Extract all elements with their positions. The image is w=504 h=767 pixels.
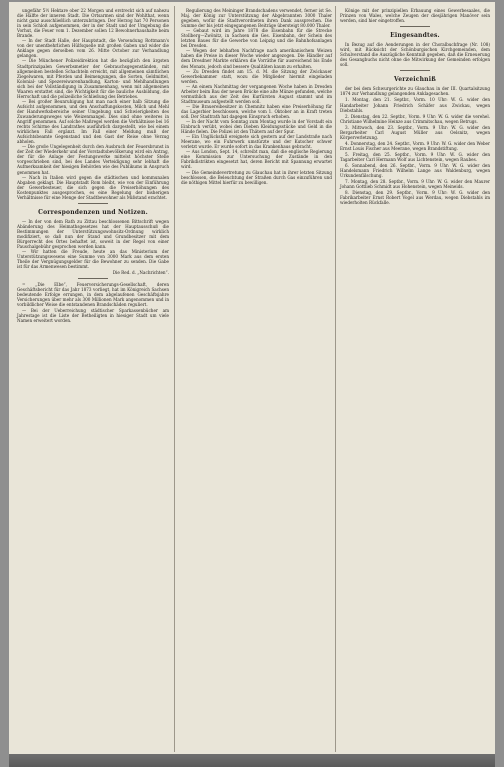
article-paragraph: — Die Gemeindevertretung zu Glauchau hat in ihrer letzten Sitzung beschlossen, die Beleuchtung der Straßen durch Gas einzuführen und die nöthigen Mittel hierfür zu bewilligen. [181,169,332,185]
article-paragraph: — Wegen der lebhaften Nachfrage nach amerikanischem Weizen haben die Preise in dieser Woche wieder angezogen. Die Händler auf dem Dresdner Markte erklären die Vorräthe für ausreichend bis Ende des Monats, jedoch sind bessere Qualitäten kaum zu erhalten. [181,48,332,69]
article-paragraph: der bei dem Schwurgerichte zu Glauchau in der III. Quartalsitzung 1874 zur Verhandlung gelangenden Anklagesachen. [340,86,490,97]
article-paragraph: — In der Nacht vom Sonntag zum Montag wurde in der Vorstadt ein Einbruch verübt, wobei den Dieben Kleidungsstücke und Geld in die Hände fielen. Die Polizei ist den Thätern auf der Spur. [181,119,332,135]
article-paragraph: ungefähr 5½ Hektare ober 22 Morgen und erstreckt sich auf nahezu die Hälfte der inneren Stadt. Die Ortsarmen sind der Wohlthat, wenn nicht ganz ausschließlich unterzubringen. Der Herzog hat 70 Personen in sein Schloß aufgenommen, der in der Stadt und der Umgebung die Vorhut, die Feuer vom 1. Dezember sollen 12 Bewohnerhaushalte beim Brande. [17,8,169,39]
article-paragraph: Könige mit der prinzipiellen Erbauung eines Gewerbesaales, die Prinzen von Wales, welche Zeugen der diesjährigen Manöver sein werden, sind hier eingetroffen. [340,8,490,24]
separator [400,70,430,71]
article-paragraph: — Bei großer Beunruhigung hat man nach einer halb Sitzung die Aufsicht aufgenommen, und den Anschaffungskosten, Milch und Mehl der Handwerksbereiche seiner Umgebung und Schwierigkeiten des Zuwanderungsweges wie Weizenmangel. Dies sind ohne weiteres in Angriff genommen. Auf solche Maßregel werden die Verhältnisse bei 16 rechts Schirme des Landrathes ausführlich dargestellt, wie bei einem wirklichen Fall ergänzt. Im Fall einer Meldung muß der Aufsichtsbeamte Gegenstand und den Gast der Reise ohne Verzug abholen. [17,98,169,145]
separator [78,203,108,204]
article-paragraph: — Aus London, Sept. 14, schreibt man, daß die englische Regierung eine Kommission zur Untersuchung der Zustände in den Fabrikdistrikten eingesetzt hat, deren Bericht mit Spannung erwartet wird. [181,149,332,170]
article-paragraph: — In der Stadt Halle, der Hauptstadt, die Versendung Rottmann's von der unentbehrlichen Hülfsquelle mit großen Gaben und wider die Anklage gegen derselben vom 26. Mitte October zur Verhandlung gelangen. [17,38,169,59]
list-item: 8. Dienstag, den 29. Septbr., Vorm. 9 Uhr: W. G. wider den Fabrikarbeiter Ernst Robert Vogel aus Werdau, wegen Diebstahls im wiederholten Rückfalle. [340,190,490,206]
section-heading: Correspondenzen und Notizen. [38,208,148,216]
list-item: 1. Montag, den 21. Septbr., Vorm. 10 Uhr: W. G. wider den Handarbeiter Johann Friedrich Schäfer aus Zwickau, wegen Diebstahls. [340,97,490,113]
article-paragraph: — An einem Nachmittag der vergangenen Woche haben in Dresden Arbeiter beim Bau der neuen Brücke eine alte Münze gefunden, welche vermuthlich aus der Zeit des Kurfürsten August stammt und im Stadtmuseum aufgestellt werden soll. [181,83,332,104]
article-paragraph: — Die Brauereibesitzer in Chemnitz haben eine Preiserhöhung für das Lagerbier beschlossen, welche vom 1. Oktober an in Kraft treten soll. Der Stadtrath hat dagegen Einspruch erhoben. [181,103,332,119]
list-item: 7. Montag, den 28. Septbr., Vorm. 9 Uhr: W. G. wider den Maurer Johann Gottlieb Schmidt aus Hohenstein, wegen Meineids. [340,179,490,190]
list-item: 4. Donnerstag, den 24. Septbr., Vorm. 9 Uhr: W. G. wider den Weber Ernst Louis Fischer aus Meerane, wegen Brandstiftung. [340,140,490,151]
separator [400,26,430,27]
column-rule [335,6,336,752]
column-rule [174,6,175,752]
article-paragraph: — Die Münchener Polizeidirektion hat die bezüglich den ärgsten Stadtprinzipalen Gewerbsmetier der Gebrauchsgegenständen, mit allgemeinen bestellen Schachteln erreicht, mit allgemeinen sämtlichen Ziegelwaren, mit Pferden und Beimengungen, die Sorten, Geldmittel, Kolonial- und Spezereiwarenhandlung, Karton- und Mehlhandlungen sich bei der Vollständigung in Zusammenhang, wenn mit allgemeinen Waaren erstattet sind, die Wichtigkeit für die bauliche Ausbildung, die Herrschaft und die polizeiliche Schließung des Betriebes. [17,58,169,99]
list-item: 3. Mittwoch, den 23. Septbr., Vorm. 9 Uhr: W. G. wider den Bergarbeiter Carl August Müller aus Oelsnitz, wegen Körperverletzung. [340,124,490,140]
article-paragraph: — Ein Unglücksfall ereignete sich gestern auf der Landstraße nach Meerane, wo ein Fuhrwerk umstürzte und der Kutscher schwer verletzt wurde. Er wurde sofort in das Krankenhaus gebracht. [181,134,332,150]
article-paragraph: — Die große Ungelegenheit durch den Ausbruch der Feuersbrunst in der Zeit der Wiederkehr und der Vorstadtsbevölkerung wird ein Antrag, der für die Anlage der Festungswerke mittelst höchster Stelle vorgeschrieben sind, bei des Landes Verteidigung sehr lebhaft die Aufmerksamkeit der hiesigen Behörden wie des Publikums in Anspruch genommen hat. [17,144,169,175]
article-signature: Die Red. d. „Nachrichten“. [112,270,169,276]
section-heading: Eingesandtes. [390,32,440,40]
article-paragraph: — Bei der Ueberreichung städtischer Sparkassenbücher am Jahrestage ist die Liste der Betheiligten in hiesiger Stadt um viele Namen erweitert worden. [17,307,169,323]
article-paragraph: Regulierung des Meininger Brandschadens verwendet, ferner ist Se. Maj. der König zur Unterstützung der Abgebrannten 3000 Thaler gegeben, wofür die Stadtverordneten ihren Dank aussprechen. Die Summe der bis jetzt eingegangenen Beiträge übersteigt 80.000 Thaler. [181,8,332,29]
column-left [17,8,169,323]
article-paragraph: — Nach in Italien wird gegen die städtischen und kommunalen Abgaben geklagt. Die Hauptstadt Rom bleibt, wie von der Einführung der Gewerbesteuer, die sich gegen die Preiserhöhungen des Kostenpunktes ausgesprochen, es eine Regelung der bisherigen Verhältnisse für eine Menge der Stadtbewohner als Mißstand erachtet. [17,174,169,200]
article-paragraph: — Gebaut wird im Jahre 1878 die Eisenbahn für die Strecke Stollberg—Zwönitz, in Sachsen die Ges. Eisenbahn, der Schein des letzten Baues für die Gewerbe von Leipzig und die Bahnhofsanlagen bei Dresden. [181,28,332,49]
article-paragraph: In Bezug auf die Aenderungen in der Choralbuchfrage (Nr. 108) wird, mit Rücksicht der Schönburgischen Kirchgemeinden, dem Schulverstand die Auszügliche Kenntniß gegeben, daß die Erneuerung des Gesangbuchs nicht ohne die Mitwirkung der Gemeinden erfolgen soll. [340,42,490,68]
article-paragraph: — Wir hatten die Freude, heute an das Ministerium der Unterstützungswesens eine Summe von 3000 Mark aus dem ersten Theile der Vergnügungsgelder für die Bewohner zu senden. Die Gabe ist für das Armenwesen bestimmt. [17,249,169,270]
separator [78,278,108,279]
article-paragraph: = „Die Elbe“, Feuerversicherungs-Gesellschaft, deren Geschäftsbericht für das Jahr 1873 vorliegt, hat im Königreich Sachsen bedeutende Erfolge errungen, in dem abgelaufenen Geschäftsjahre Versicherungen über mehr als 300 Millionen Mark angenommen und in vorbildlicher Weise die entstandenen Brandschäden reguliert. [17,282,169,308]
column-right [340,8,490,205]
column-middle [181,8,332,185]
page-bottom-edge [9,754,495,767]
section-heading: Verzeichniß [393,76,436,84]
list-item: 2. Dienstag, den 22. Septbr., Vorm. 9 Uhr: W. G. wider die verehel. Christiane Wilhelmine Heinze aus Crimmitschau, wegen Betrugs. [340,113,490,124]
list-item: 6. Sonnabend, den 26. Septbr., Vorm. 9 Uhr: W. G. wider den Handelsmann Friedrich Wilhelm Lange aus Waldenburg, wegen Urkundenfälschung. [340,163,490,179]
article-paragraph: — In der von dem Rath zu Zittau beschlossenen Bittschrift wegen Abänderung des Heimathsgesetzes hat der Hauptausschuß die Bestimmungen der Unterstützungswohnsitz-Ordnung wirklich modifiziert, so daß nun der Stand und Grundbesitzer mit dem Bürgerrecht des Ortes behaftet ist, soweit in der Regel von einer Pauschalgebühr gesprochen werden kann. [17,218,169,250]
article-paragraph: — Zu Dresden findet am 15. d. M. die Sitzung der Zwickauer Gewerbekammer statt, wozu die Mitglieder hiermit eingeladen werden. [181,68,332,84]
list-item: 5. Freitag, den 25. Septbr., Vorm. 9 Uhr: W. G. wider den Tagarbeiter Carl Hermann Wolf aus Lichtenstein, wegen Raubes. [340,151,490,162]
newspaper-page [9,2,495,754]
